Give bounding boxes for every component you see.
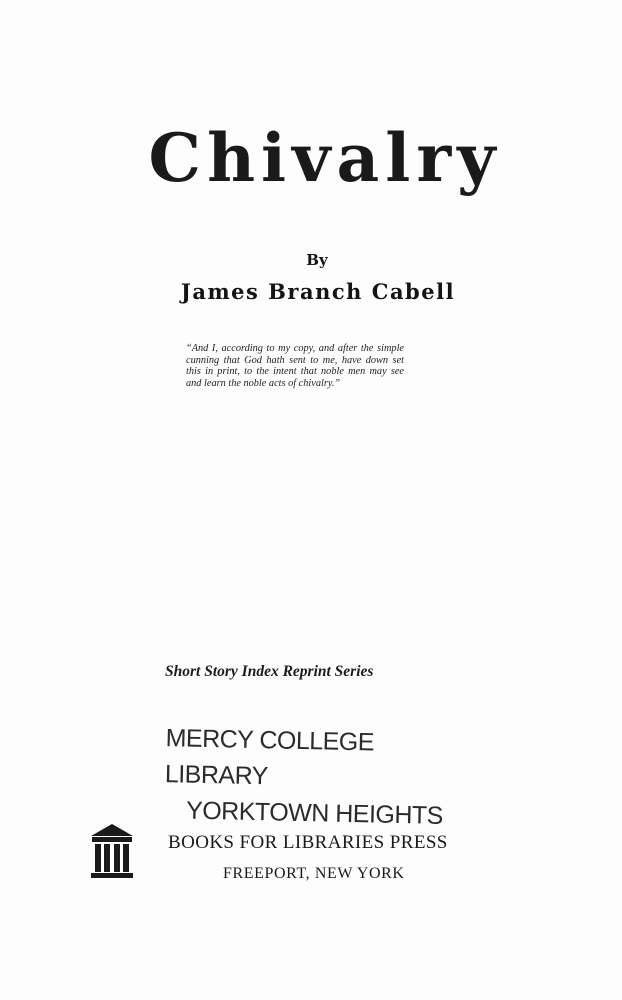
epigraph-quote: “And I, according to my copy, and after the simple cunning that God hath sent to me, have down set this in print, to the intent that noble men may see and learn the noble acts of chivalry.”	[186, 343, 404, 389]
publisher-name: BOOKS FOR LIBRARIES PRESS	[168, 832, 448, 853]
publisher-city: FREEPORT, NEW YORK	[223, 865, 405, 882]
author-name: James Branch Cabell	[180, 279, 456, 304]
library-stamp	[158, 720, 460, 834]
stamp-line-2: YORKTOWN HEIGHTS	[185, 796, 444, 830]
by-label: By	[306, 251, 328, 269]
column-building-icon	[90, 823, 134, 879]
book-title: Chivalry	[148, 119, 502, 197]
series-name: Short Story Index Reprint Series	[165, 663, 374, 680]
stamp-line-1: MERCY COLLEGE LIBRARY	[164, 724, 375, 791]
